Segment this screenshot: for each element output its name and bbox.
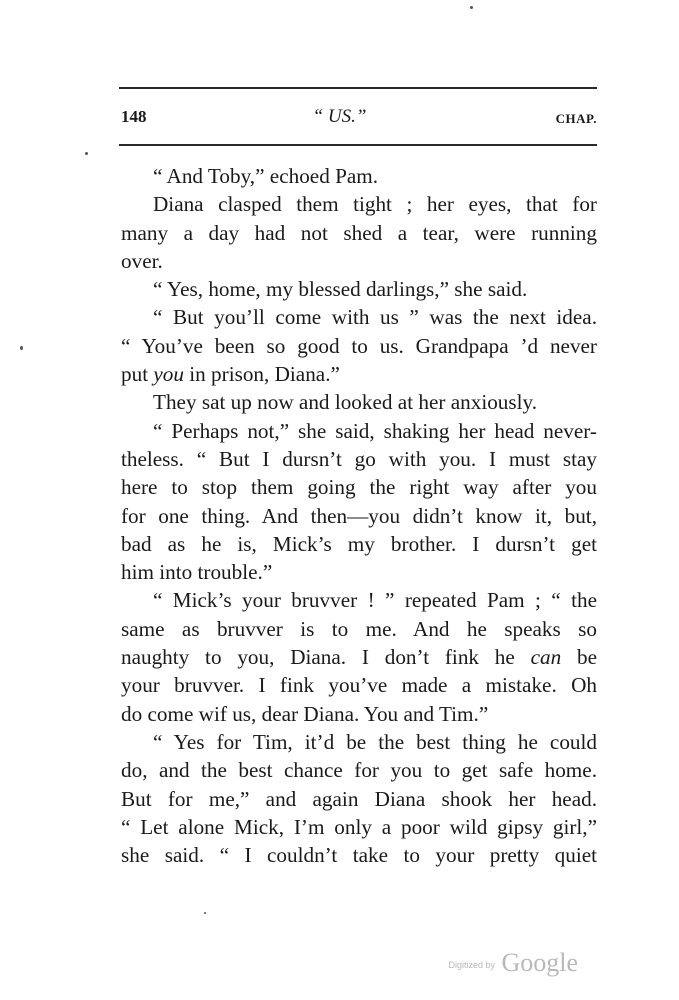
text-segment: put [121,362,154,387]
text-line: theless. “ But I dursn’t go with you. I must stay [121,446,597,471]
page-number: 148 [121,107,147,126]
text-line: many a day had not shed a tear, were running [121,220,597,245]
text-line: do, and the best chance for you to get safe home. [121,758,597,783]
emphasized-word: can [530,645,562,670]
text-line [121,643,597,671]
scan-speck [20,346,23,350]
text-line: do come wif us, dear Diana. You and Tim.” [121,701,489,726]
scan-speck [204,912,206,914]
text-line: “ You’ve been so good to us. Grandpapa ’d never [121,333,597,358]
text-line: They sat up now and looked at her anxiously. [153,390,538,415]
text-line: over. [121,248,163,273]
text-line: your bruvver. I fink you’ve made a mistake. Oh [121,673,597,698]
text-line: she said. “ I couldn’t take to your pretty quiet [121,843,597,868]
body-text [121,162,597,869]
text-segment: naughty to you, Diana. I don’t fink he [121,645,531,670]
text-line: But for me,” and again Diana shook her head. [121,786,597,811]
text-line: same as bruvver is to me. And he speaks so [121,616,597,641]
emphasized-word: you [153,362,184,387]
google-logo-text: Google [501,948,578,977]
text-line: “ Let alone Mick, I’m only a poor wild gipsy girl,” [121,814,597,839]
text-line: “ And Toby,” echoed Pam. [153,164,379,188]
text-line: for one thing. And then—you didn’t know it, but, [121,503,597,528]
header-bottom-rule [119,144,597,146]
text-segment: in prison, Diana.” [183,362,340,387]
scan-speck [470,6,473,9]
header-top-rule [119,87,597,89]
text-line: “ Perhaps not,” she said, shaking her head never- [153,418,597,443]
text-line: “ Yes, home, my blessed darlings,” she said. [153,277,528,302]
text-line: “ Yes for Tim, it’d be the best thing he could [153,729,597,754]
text-line: “ Mick’s your bruvver ! ” repeated Pam ; “ the [153,588,597,613]
text-line: Diana clasped them tight ; her eyes, that for [153,192,597,217]
text-line [121,360,597,388]
scan-speck [85,152,88,155]
text-line: here to stop them going the right way after you [121,475,597,500]
watermark-prefix: Digitized by [448,960,495,970]
text-line: him into trouble.” [121,560,273,585]
text-line: “ But you’ll come with us ” was the next idea. [153,305,597,330]
text-segment: be [561,645,597,670]
running-title: “ US.” [312,106,367,127]
chapter-label: CHAP. [555,111,597,126]
digitized-by-google-watermark [448,948,578,978]
text-line: bad as he is, Mick’s my brother. I dursn’t get [121,531,597,556]
